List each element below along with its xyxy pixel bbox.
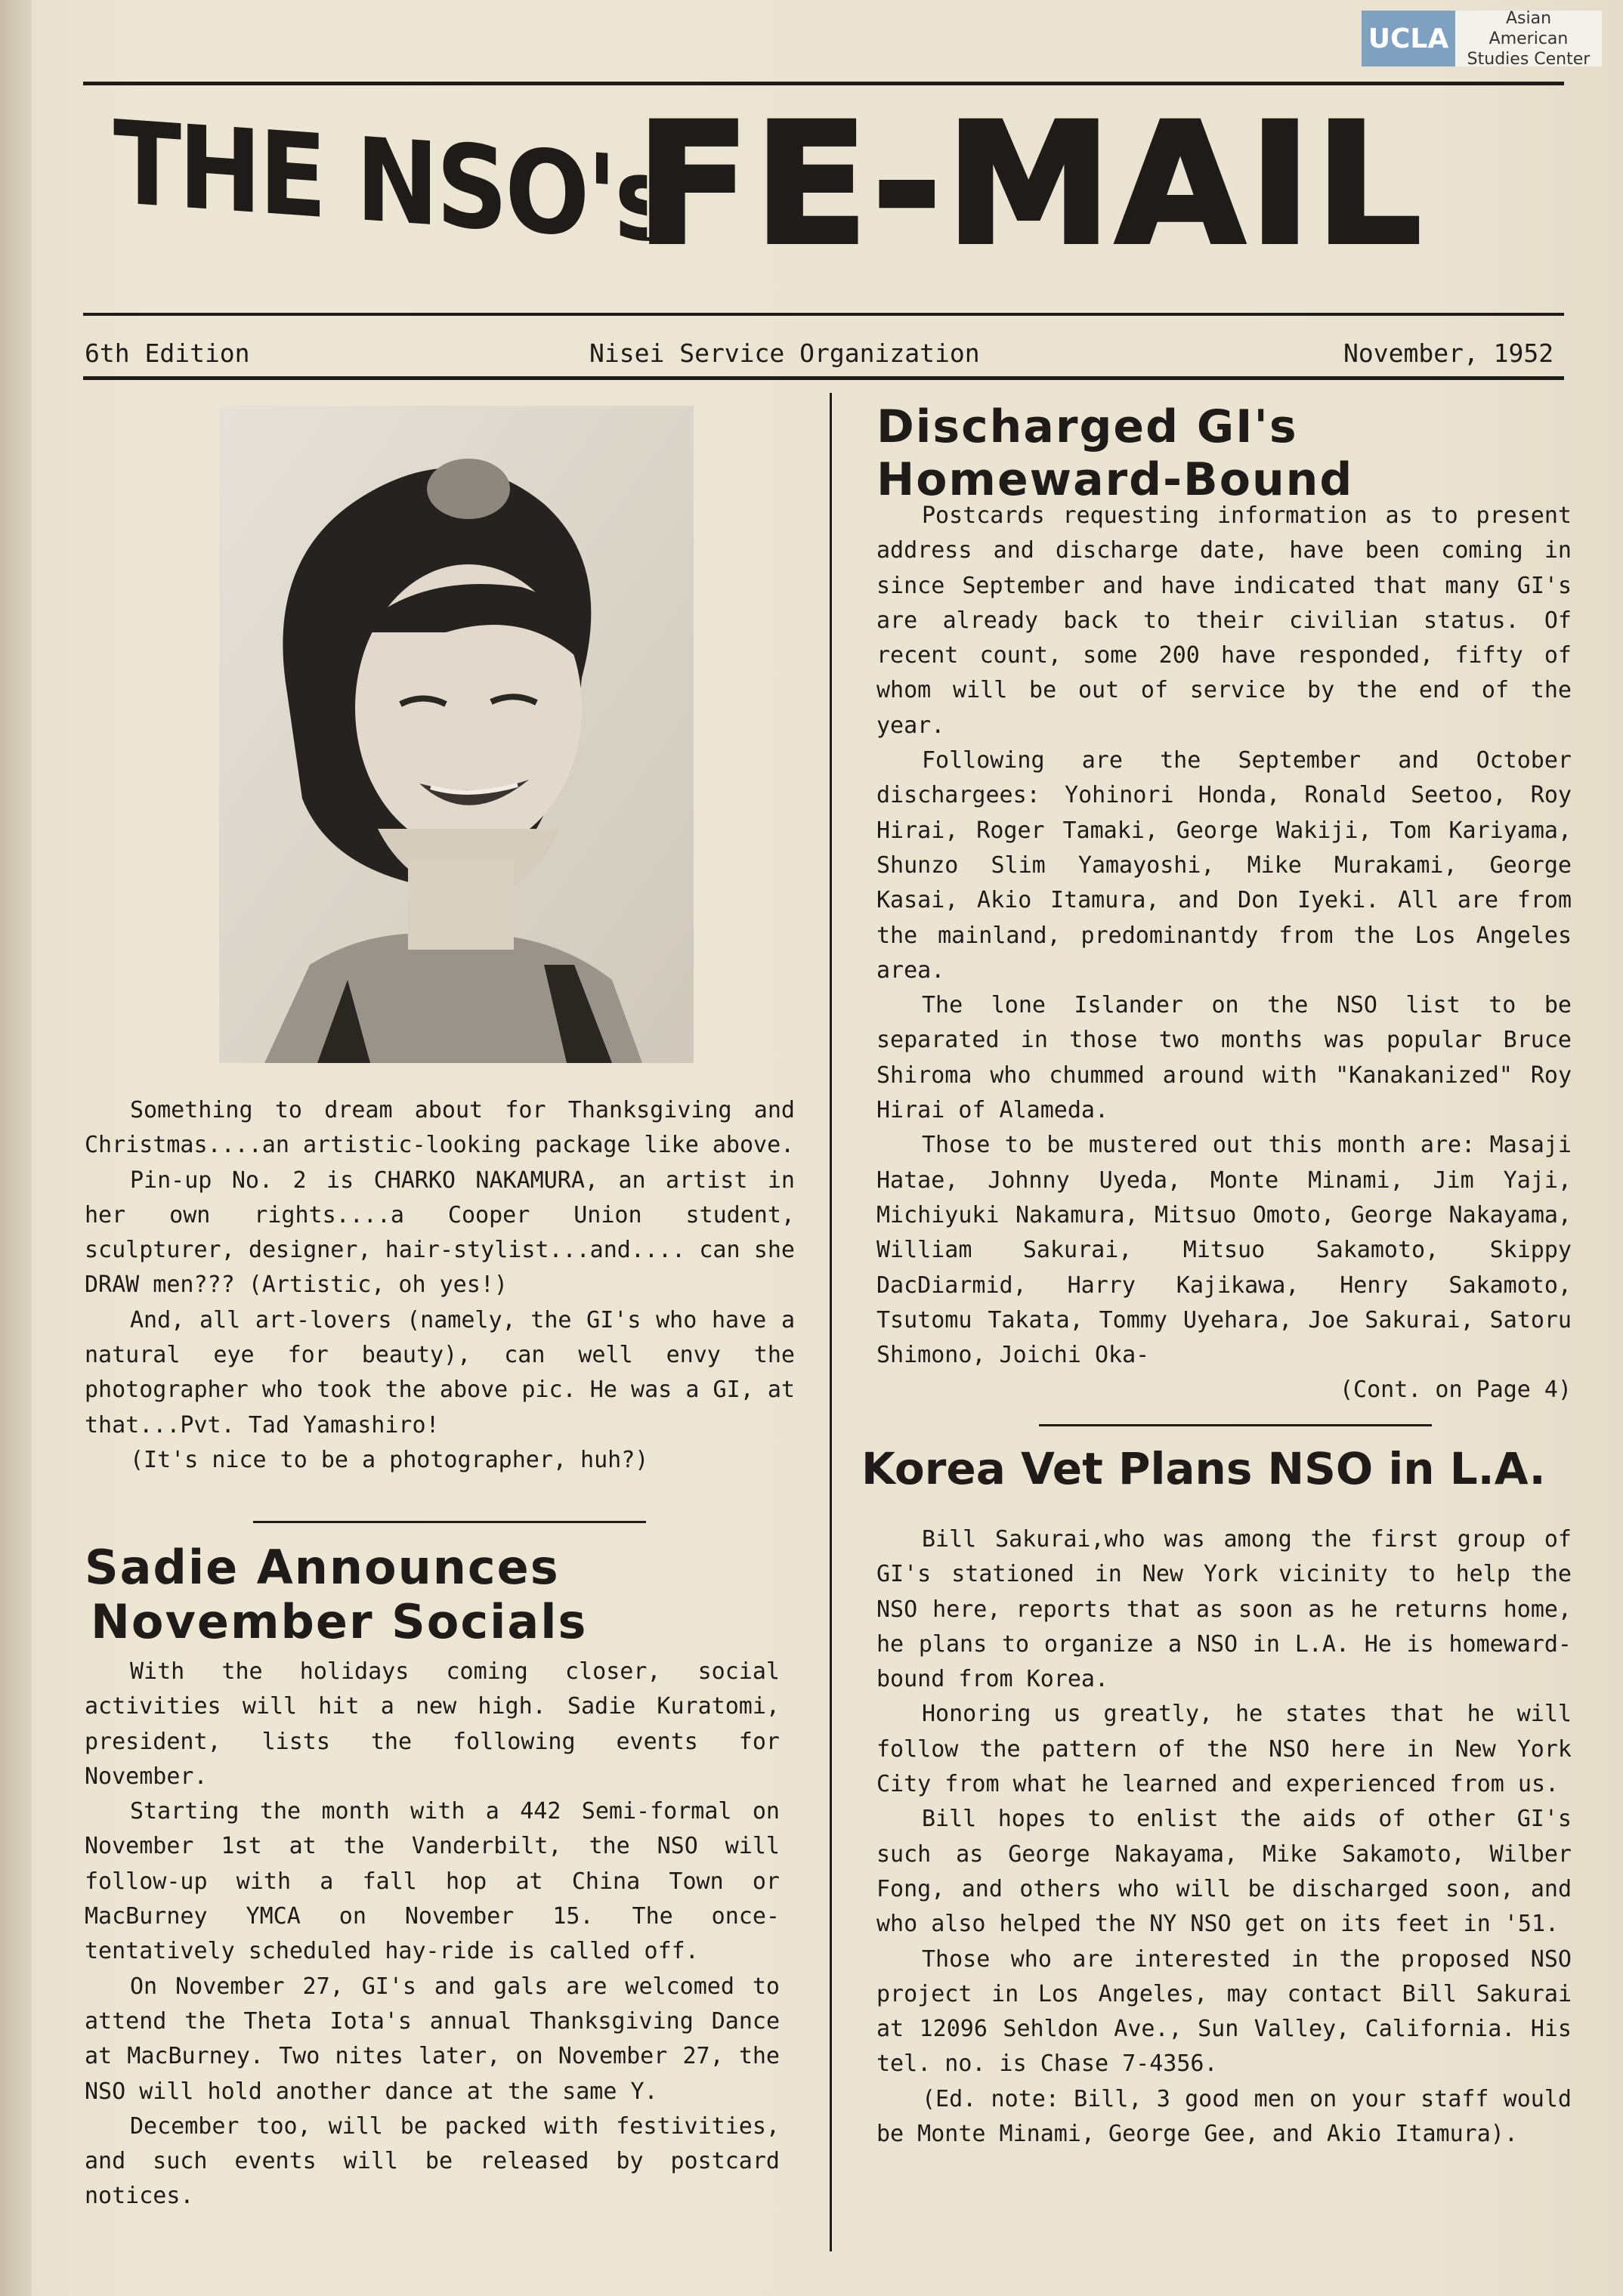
story-paragraph: Postcards requesting information as to present address and discharge date, have been coming in since September and have indicated that many GI's are already back to their civilian status. Of recent count, some 200 have responded, fifty of whom will be out of service by the end of the year.: [876, 502, 1572, 739]
right-column-story2: [876, 1522, 1572, 2152]
column-divider: [830, 393, 832, 2251]
pinup-photo: [219, 406, 694, 1063]
archive-badge: [1362, 8, 1602, 69]
story-paragraph: Bill hopes to enlist the aids of other GI's such as George Nakayama, Mike Sakamoto, Wilber Fong, and others who will be discharged soon, and who also helped the NY NSO get on its feet in '51.: [876, 1806, 1572, 1938]
portrait-illustration: [219, 406, 694, 1063]
body-paragraph: December too, will be packed with festivities, and such events will be released by postcard notices.: [85, 2112, 780, 2210]
body-paragraph: On November 27, GI's and gals are welcomed to attend the Theta Iota's annual Thanksgiving Dance at MacBurney. Two nites later, on November 27, the NSO will hold another dance at the same Y.: [85, 1973, 780, 2105]
story-paragraph: Those who are interested in the proposed NSO project in Los Angeles, may contact Bill Sakurai at 12096 Sehldon Ave., Sun Valley, California. His tel. no. is Chase 7-4356.: [876, 1945, 1572, 2078]
body-paragraph: With the holidays coming closer, social activities will hit a new high. Sadie Kuratomi, president, lists the following events for November.: [85, 1658, 780, 1790]
story-paragraph: Those to be mustered out this month are: Masaji Hatae, Johnny Uyeda, Monte Minami, Jim Yaji, Michiyuki Nakamura, Mitsuo Omoto, George Nakayama, William Sakurai, Mitsuo Sakamoto, Skippy DacDiarmid, Harry Kajikawa, Henry Sakamoto, Tsutomu Takata, Tommy Uyehara, Joe Sakurai, Satoru Shimono, Joichi Oka-: [876, 1132, 1572, 1369]
dateline-rule: [83, 376, 1564, 380]
issue-date: November, 1952: [1343, 338, 1554, 368]
story-paragraph: Bill Sakurai,who was among the first group of GI's stationed in New York vicinity to help the NSO here, reports that as soon as he returns home, he plans to organize a NSO in L.A. He is homeward-bound from Korea.: [876, 1526, 1572, 1693]
headline-discharged: Discharged GI's: [876, 400, 1298, 453]
left-section-rule: [253, 1521, 646, 1523]
organization-label: Nisei Service Organization: [589, 338, 980, 368]
story-paragraph: The lone Islander on the NSO list to be separated in those two months was popular Bruce Shiroma who chummed around with "Kanakanized" Roy Hirai of Alameda.: [876, 992, 1572, 1124]
story-paragraph: Following are the September and October dischargees: Yohinori Honda, Ronald Seetoo, Roy Hirai, Roger Tamaki, George Wakiji, Tom Kariyama, Shunzo Slim Yamayoshi, Mike Murakami, George Kasai, Akio Itamura, and Don Iyeki. All are from the mainland, predominantdy from the Los Angeles area.: [876, 747, 1572, 984]
edition-label: 6th Edition: [85, 338, 250, 368]
left-column-intro: [85, 1093, 795, 1478]
center-name: Asian American Studies Center: [1467, 8, 1591, 69]
page-binding-edge: [0, 0, 32, 2296]
headline-korea-vet: Korea Vet Plans NSO in L.A.: [861, 1443, 1546, 1494]
headline-homeward: Homeward-Bound: [876, 453, 1354, 506]
headline-socials: November Socials: [91, 1594, 588, 1649]
intro-paragraph: Something to dream about for Thanksgiving and Christmas....an artistic-looking package like above.: [85, 1097, 795, 1159]
masthead-left: THE NSO's: [113, 96, 671, 269]
intro-paragraph: And, all art-lovers (namely, the GI's who have a natural eye for beauty), can well envy the photographer who took the above pic. He was a GI, at that...Pvt. Tad Yamashiro!: [85, 1306, 795, 1438]
left-column-body: [85, 1655, 780, 2214]
masthead-bottom-rule: [83, 313, 1564, 316]
headline-sadie: Sadie Announces: [85, 1540, 560, 1595]
story-paragraph: (Ed. note: Bill, 3 good men on your staff would be Monte Minami, George Gee, and Akio Itamura).: [876, 2085, 1572, 2148]
story-paragraph: Honoring us greatly, he states that he will follow the pattern of the NSO here in New York City from what he learned and experienced from us.: [876, 1701, 1572, 1798]
intro-paragraph: (It's nice to be a photographer, huh?): [130, 1446, 649, 1473]
ucla-logo: UCLA: [1362, 11, 1455, 66]
right-column-story1: [876, 499, 1572, 1408]
body-paragraph: Starting the month with a 442 Semi-formal on November 1st at the Vanderbilt, the NSO will follow-up with a fall hop at China Town or MacBurney YMCA on November 15. The once-tentatively scheduled hay-ride is called off.: [85, 1798, 780, 1965]
continued-note: (Cont. on Page 4): [1339, 1377, 1572, 1404]
right-section-rule: [1039, 1424, 1432, 1426]
masthead-title: FE-MAIL: [636, 88, 1427, 281]
intro-paragraph: Pin-up No. 2 is CHARKO NAKAMURA, an artist in her own rights....a Cooper Union student, sculpturer, designer, hair-stylist...and.... can she DRAW men??? (Artistic, oh yes!): [85, 1167, 795, 1299]
